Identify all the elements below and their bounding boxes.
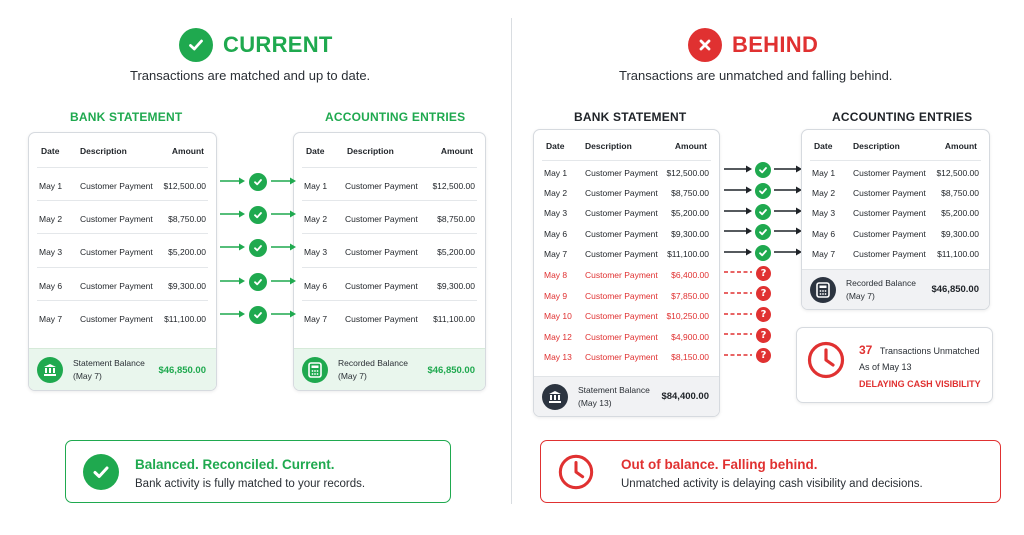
- row-amount: $12,500.00: [432, 181, 475, 191]
- behind-title: BEHIND: [732, 32, 819, 57]
- row-description: Customer Payment: [345, 247, 418, 257]
- clock-icon: [557, 453, 595, 496]
- header-description: Description: [80, 146, 127, 156]
- row-date: May 3: [544, 208, 568, 219]
- row-date: May 9: [544, 290, 568, 301]
- behind-bank-card: [533, 129, 720, 417]
- table-row: [542, 263, 711, 284]
- row-description: Customer Payment: [853, 228, 926, 239]
- dashed-line: [724, 264, 752, 282]
- row-amount: $7,850.00: [671, 290, 709, 301]
- row-date: May 6: [812, 228, 836, 239]
- arrow-icon: [220, 306, 245, 324]
- check-icon: [755, 204, 771, 220]
- arrow-icon: [774, 182, 802, 200]
- row-date: May 1: [39, 181, 63, 191]
- match-arrow: [220, 206, 296, 224]
- check-icon: [755, 224, 771, 240]
- arrow-icon: [724, 223, 752, 241]
- behind-heading: [688, 28, 818, 62]
- balance-label: [846, 277, 916, 303]
- unmatched-marker: [724, 264, 771, 282]
- unmatched-marker: [724, 347, 771, 365]
- row-description: Customer Payment: [853, 187, 926, 198]
- table-row: [810, 181, 981, 202]
- row-date: May 1: [544, 168, 568, 178]
- calculator-icon: [302, 357, 328, 383]
- table-row: [810, 242, 981, 263]
- balance-label: [578, 384, 650, 410]
- arrow-icon: [271, 273, 296, 291]
- table-row: [37, 233, 208, 267]
- row-description: Customer Payment: [80, 314, 153, 324]
- row-date: May 3: [304, 247, 328, 257]
- balance-value: $46,850.00: [931, 284, 979, 295]
- match-arrow: [724, 161, 802, 179]
- header-date: Date: [814, 141, 833, 151]
- table-row: [302, 200, 477, 233]
- check-icon: [755, 245, 771, 261]
- statement-balance: [534, 376, 719, 416]
- bank-icon: [542, 384, 568, 410]
- row-date: May 10: [544, 311, 572, 322]
- recorded-balance: [802, 269, 989, 309]
- row-date: May 13: [544, 352, 572, 363]
- match-arrow: [724, 182, 802, 200]
- table-row: [810, 201, 981, 222]
- row-date: May 2: [544, 187, 568, 198]
- summary-title: Balanced. Reconciled. Current.: [135, 457, 335, 472]
- row-amount: $11,100.00: [937, 249, 979, 260]
- clock-icon: [806, 340, 846, 385]
- check-icon: [249, 273, 267, 291]
- row-description: Customer Payment: [80, 181, 153, 191]
- row-amount: $11,100.00: [667, 249, 709, 260]
- statement-balance: [29, 348, 216, 390]
- dashed-line: [724, 326, 752, 344]
- current-title: CURRENT: [223, 32, 333, 57]
- match-arrow: [220, 273, 296, 291]
- table-row: [542, 325, 711, 346]
- row-description: Customer Payment: [853, 208, 926, 219]
- balance-date: (May 7): [73, 371, 102, 381]
- row-amount: $9,300.00: [941, 228, 979, 239]
- row-description: Customer Payment: [345, 181, 418, 191]
- alert-headline: [859, 341, 980, 359]
- arrow-icon: [774, 244, 802, 262]
- unmatched-alert: [796, 327, 993, 403]
- table-header: [802, 130, 989, 160]
- row-description: Customer Payment: [345, 281, 418, 291]
- question-icon: ?: [756, 348, 771, 363]
- current-bank-title: BANK STATEMENT: [70, 110, 183, 124]
- balance-value: $84,400.00: [661, 391, 709, 402]
- row-amount: $12,500.00: [936, 168, 979, 178]
- table-row: [302, 233, 477, 267]
- arrow-icon: [220, 173, 245, 191]
- x-circle-icon: [688, 28, 722, 62]
- row-date: May 8: [544, 270, 568, 280]
- table-row: [37, 267, 208, 300]
- row-description: Customer Payment: [585, 352, 658, 363]
- row-amount: $12,500.00: [163, 181, 206, 191]
- balance-value: $46,850.00: [427, 365, 475, 376]
- match-arrow: [220, 239, 296, 257]
- arrow-icon: [724, 244, 752, 262]
- summary-text: Bank activity is fully matched to your records.: [135, 478, 366, 490]
- row-amount: $11,100.00: [164, 314, 206, 324]
- balance-date: (May 7): [846, 291, 875, 301]
- row-description: Customer Payment: [853, 168, 926, 178]
- row-amount: $9,300.00: [671, 228, 709, 239]
- check-icon: [249, 173, 267, 191]
- behind-panel: [512, 0, 1024, 535]
- check-icon: [249, 306, 267, 324]
- behind-ledger-title: ACCOUNTING ENTRIES: [832, 110, 973, 124]
- balance-label-text: Recorded Balance: [846, 278, 916, 288]
- header-amount: Amount: [674, 141, 707, 151]
- behind-summary: [540, 440, 1001, 503]
- table-row: [37, 167, 208, 200]
- unmatched-marker: [724, 306, 771, 324]
- current-bank-card: [28, 132, 217, 391]
- row-date: May 6: [39, 281, 63, 291]
- current-panel: [0, 0, 511, 535]
- row-date: May 6: [544, 228, 568, 239]
- match-arrow: [220, 306, 296, 324]
- row-description: Customer Payment: [80, 214, 153, 224]
- unmatched-marker: [724, 285, 771, 303]
- arrow-icon: [774, 161, 802, 179]
- row-description: Customer Payment: [345, 314, 418, 324]
- balance-label-text: Statement Balance: [73, 358, 145, 368]
- table-row: [542, 284, 711, 305]
- row-description: Customer Payment: [80, 247, 153, 257]
- current-subtitle: Transactions are matched and up to date.: [130, 68, 371, 83]
- table-row: [37, 200, 208, 233]
- header-date: Date: [306, 146, 325, 156]
- row-description: Customer Payment: [853, 249, 926, 260]
- row-description: Customer Payment: [585, 290, 658, 301]
- row-description: Customer Payment: [585, 168, 658, 178]
- table-header: [294, 133, 485, 167]
- table-row: [542, 201, 711, 222]
- match-arrow: [220, 173, 296, 191]
- row-description: Customer Payment: [585, 187, 658, 198]
- row-date: May 2: [39, 214, 63, 224]
- arrow-icon: [774, 203, 802, 221]
- balance-label: [73, 357, 145, 383]
- row-amount: $6,400.00: [671, 270, 709, 280]
- row-amount: $5,200.00: [941, 208, 979, 219]
- table-row: [542, 181, 711, 202]
- row-amount: $12,500.00: [666, 168, 709, 178]
- header-date: Date: [546, 141, 565, 151]
- table-header: [29, 133, 216, 167]
- row-amount: $5,200.00: [671, 208, 709, 219]
- header-amount: Amount: [171, 146, 204, 156]
- summary-title: Out of balance. Falling behind.: [621, 457, 818, 472]
- table-row: [810, 222, 981, 243]
- arrow-icon: [271, 173, 296, 191]
- row-date: May 3: [812, 208, 836, 219]
- table-row: [302, 267, 477, 300]
- alert-label: Transactions Unmatched: [879, 346, 980, 356]
- row-date: May 7: [544, 249, 568, 260]
- current-ledger-card: [293, 132, 486, 391]
- check-circle-icon: [83, 454, 119, 490]
- row-description: Customer Payment: [585, 208, 658, 219]
- row-date: May 7: [812, 249, 836, 260]
- row-amount: $11,100.00: [433, 314, 475, 324]
- check-icon: [755, 162, 771, 178]
- table-row: [542, 304, 711, 325]
- row-date: May 2: [304, 214, 328, 224]
- header-description: Description: [347, 146, 394, 156]
- question-icon: ?: [756, 328, 771, 343]
- current-summary: [65, 440, 451, 503]
- row-amount: $8,750.00: [671, 187, 709, 198]
- row-amount: $10,250.00: [666, 311, 709, 322]
- row-description: Customer Payment: [585, 311, 658, 322]
- alert-warning: DELAYING CASH VISIBILITY: [859, 379, 981, 389]
- summary-text: Unmatched activity is delaying cash visibility and decisions.: [621, 478, 923, 490]
- balance-date: (May 7): [338, 371, 367, 381]
- check-icon: [249, 206, 267, 224]
- match-arrow: [724, 223, 802, 241]
- balance-label-text: Statement Balance: [578, 385, 650, 395]
- behind-subtitle: Transactions are unmatched and falling behind.: [619, 68, 893, 83]
- question-icon: ?: [756, 266, 771, 281]
- table-row: [542, 160, 711, 181]
- dashed-line: [724, 306, 752, 324]
- arrow-icon: [724, 182, 752, 200]
- header-amount: Amount: [440, 146, 473, 156]
- header-amount: Amount: [944, 141, 977, 151]
- dashed-line: [724, 347, 752, 365]
- row-amount: $8,150.00: [671, 352, 709, 363]
- arrow-icon: [271, 206, 296, 224]
- recorded-balance: [294, 348, 485, 390]
- unmatched-marker: [724, 326, 771, 344]
- row-amount: $4,900.00: [671, 331, 709, 342]
- behind-ledger-card: [801, 129, 990, 310]
- row-description: Customer Payment: [345, 214, 418, 224]
- row-date: May 1: [812, 168, 836, 178]
- match-arrow: [724, 203, 802, 221]
- arrow-icon: [220, 239, 245, 257]
- row-amount: $5,200.00: [437, 247, 475, 257]
- row-description: Customer Payment: [80, 281, 153, 291]
- balance-label-text: Recorded Balance: [338, 358, 408, 368]
- row-description: Customer Payment: [585, 270, 658, 280]
- row-amount: $9,300.00: [437, 281, 475, 291]
- arrow-icon: [774, 223, 802, 241]
- table-row: [37, 300, 208, 333]
- balance-value: $46,850.00: [158, 365, 206, 376]
- arrow-icon: [271, 306, 296, 324]
- arrow-icon: [220, 273, 245, 291]
- table-row: [302, 300, 477, 333]
- header-description: Description: [585, 141, 632, 151]
- row-amount: $8,750.00: [437, 214, 475, 224]
- check-icon: [249, 239, 267, 257]
- row-date: May 12: [544, 331, 572, 342]
- balance-label: [338, 357, 408, 383]
- arrow-icon: [724, 161, 752, 179]
- table-row: [542, 222, 711, 243]
- arrow-icon: [220, 206, 245, 224]
- row-amount: $8,750.00: [941, 187, 979, 198]
- bank-icon: [37, 357, 63, 383]
- current-heading: [179, 28, 333, 62]
- table-row: [810, 160, 981, 181]
- row-amount: $8,750.00: [168, 214, 206, 224]
- row-amount: $5,200.00: [168, 247, 206, 257]
- table-header: [534, 130, 719, 160]
- alert-asof: As of May 13: [859, 362, 912, 372]
- row-date: May 7: [39, 314, 63, 324]
- arrow-icon: [724, 203, 752, 221]
- calculator-icon: [810, 277, 836, 303]
- table-row: [542, 242, 711, 263]
- table-row: [302, 167, 477, 200]
- row-date: May 2: [812, 187, 836, 198]
- row-date: May 1: [304, 181, 328, 191]
- row-date: May 3: [39, 247, 63, 257]
- balance-date: (May 13): [578, 398, 612, 408]
- current-ledger-title: ACCOUNTING ENTRIES: [325, 110, 466, 124]
- question-icon: ?: [756, 286, 771, 301]
- match-arrow: [724, 244, 802, 262]
- dashed-line: [724, 285, 752, 303]
- header-description: Description: [853, 141, 900, 151]
- check-icon: [755, 183, 771, 199]
- row-date: May 6: [304, 281, 328, 291]
- header-date: Date: [41, 146, 60, 156]
- table-row: [542, 345, 711, 366]
- alert-count: 37: [859, 343, 873, 357]
- row-date: May 7: [304, 314, 328, 324]
- check-circle-icon: [179, 28, 213, 62]
- behind-bank-title: BANK STATEMENT: [574, 110, 687, 124]
- arrow-icon: [271, 239, 296, 257]
- row-amount: $9,300.00: [168, 281, 206, 291]
- row-description: Customer Payment: [585, 249, 658, 260]
- row-description: Customer Payment: [585, 228, 658, 239]
- row-description: Customer Payment: [585, 331, 658, 342]
- question-icon: ?: [756, 307, 771, 322]
